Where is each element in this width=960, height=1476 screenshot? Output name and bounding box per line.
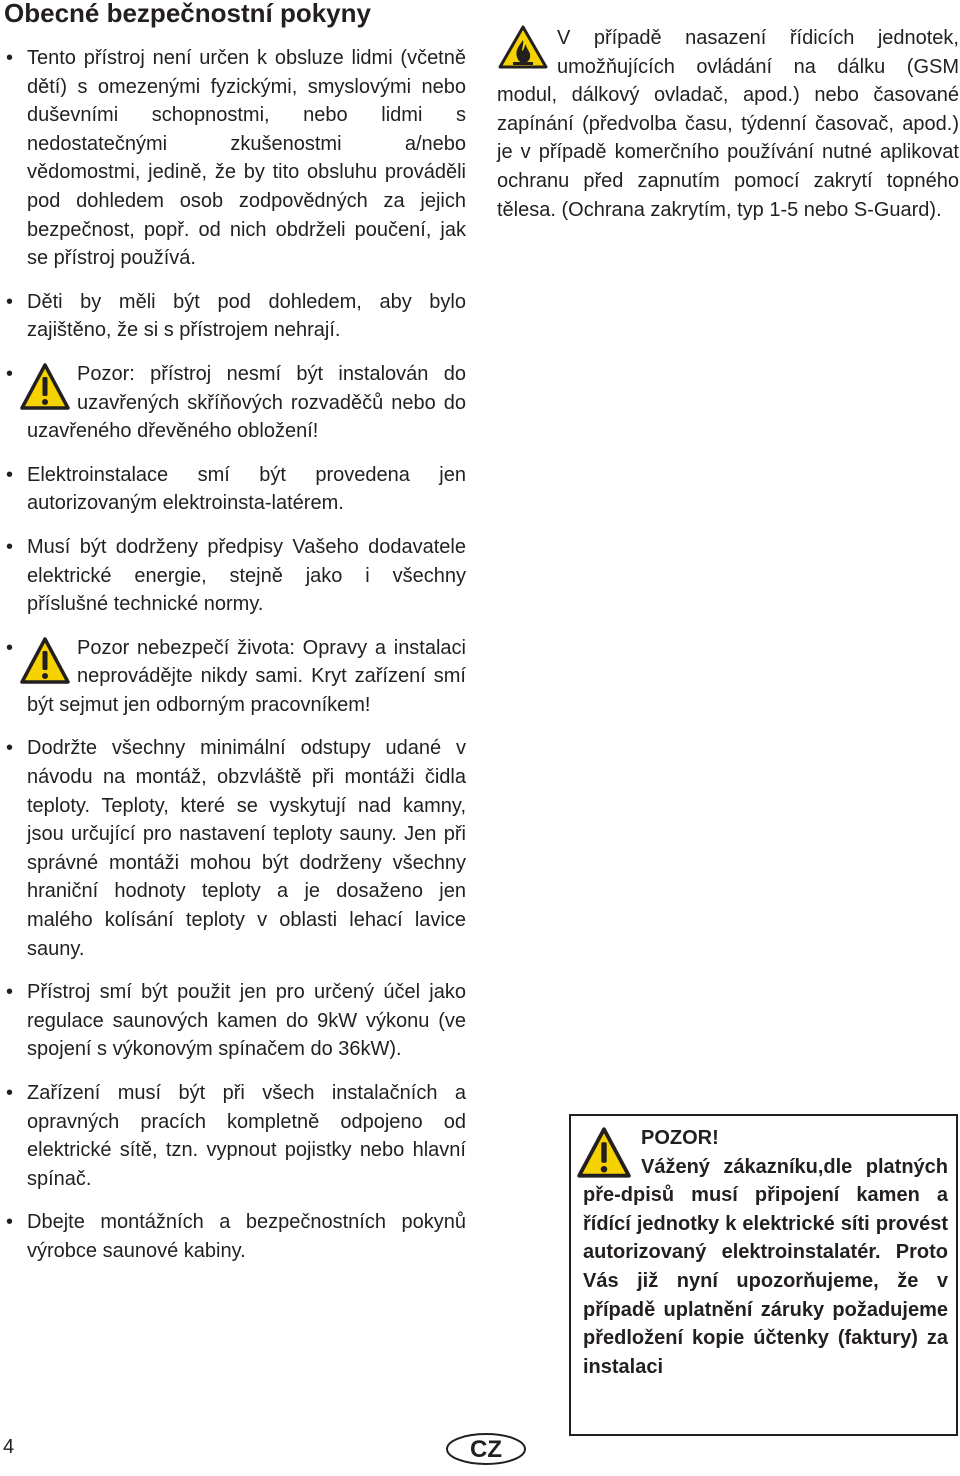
list-item-text: Děti by měli být pod dohledem, aby bylo zajištěno, že si s přístrojem nehrají. [27, 290, 466, 342]
bullet-marker: • [6, 535, 14, 558]
warning-triangle-icon [575, 1126, 633, 1180]
bullet-marker: • [6, 463, 14, 486]
list-item-text: Zařízení musí být při všech instalačních a opravných pracích kompletně odpojeno od elektrické sítě, tzn. vypnout pojistky nebo hlavní spínač. [27, 1082, 466, 1190]
warning-triangle-icon [19, 636, 71, 686]
list-item [6, 44, 466, 273]
notice-text: Vážený zákazníku,dle platných pře-dpisů musí připojení kamen a řídící jednotky k elektrické síti provést autorizovaný elektroinstalatér. Proto Vás již nyní upozorňujeme, že v případě uplatnění záruky požadujeme předložení kopie účtenky (faktury) za instalaci [583, 1155, 948, 1378]
fire-hazard-icon [497, 24, 549, 70]
bullet-marker: • [6, 47, 14, 69]
remote-control-note-text: V případě nasazení řídicích jednotek, umožňujících ovládání na dálku (GSM modul, dálkový ovladač, apod.) nebo časované zapínání (předvolba času, týdenní časovač, apod.) je v případě komerčního používání nutné aplikovat ochranu před zapnutím pomocí zakrytí topného tělesa. (Ochrana zakrytím, typ 1-5 nebo S-Guard). [497, 27, 959, 221]
list-item-text: Dbejte montážních a bezpečnostních pokynů výrobce saunové kabiny. [27, 1211, 466, 1262]
list-item-text: Musí být dodrženy předpisy Vašeho dodavatele elektrické energie, stejně jako i všechny příslušné technické normy. [27, 535, 466, 616]
notice-title: POZOR! [641, 1127, 719, 1149]
bullet-marker: • [6, 1211, 14, 1234]
list-item-text: Dodržte všechny minimální odstupy udané v návodu na montáž, obzvláště při montáži čidla teploty. Teploty, které se vyskytují nad kamny, jsou určující pro nastavení teploty sauny. Jen při správné montáži mohou být dodrženy všechny hraniční hodnoty teploty a je dosaženo jen malého kolísání teploty v oblasti lehací lavice sauny. [27, 737, 466, 960]
list-item-text: Tento přístroj není určen k obsluze lidmi (včetně dětí) s omezenými fyzickými, smyslovými nebo duševními schopnostmi, nebo lidmi s nedostatečnými zkušenostmi a/nebo vědomostmi, jedině, že by tito obsluhu prováděli pod dohledem osob zodpovědných za jejich bezpečnost, popř. od nich obdrželi poučení, jak se přístroj používá. [27, 47, 466, 270]
notice-box [569, 1114, 958, 1436]
list-item [6, 1079, 466, 1193]
list-item [6, 360, 466, 446]
bullet-marker: • [6, 290, 14, 313]
list-item [6, 978, 466, 1064]
bullet-marker: • [6, 1082, 14, 1104]
language-badge [445, 1431, 527, 1467]
remote-control-note [497, 24, 959, 224]
bullet-marker: • [6, 362, 14, 385]
list-item [6, 288, 466, 345]
safety-instructions-list [6, 44, 466, 1281]
list-item-text: Přístroj smí být použit jen pro určený účel jako regulace saunových kamen do 9kW výkonu (ve spojení s výkonovým spínačem do 36kW). [27, 981, 466, 1061]
list-item-text: Pozor nebezpečí života: Opravy a instalaci neprovádějte nikdy sami. Kryt zařízení smí být sejmut jen odborným pracovníkem! [27, 636, 466, 716]
list-item [6, 461, 466, 518]
page-number: 4 [3, 1436, 15, 1458]
page-title: Obecné bezpečnostní pokyny [4, 0, 371, 28]
list-item-text: Pozor: přístroj nesmí být instalován do uzavřených skříňových rozvaděčů nebo do uzavřeného dřevěného obložení! [27, 362, 466, 443]
bullet-marker: • [6, 981, 14, 1004]
list-item [6, 1208, 466, 1265]
list-item [6, 634, 466, 720]
list-item [6, 533, 466, 619]
list-item-text: Elektroinstalace smí být provedena jen autorizovaným elektroinsta-latérem. [27, 463, 466, 515]
list-item [6, 734, 466, 963]
language-code: CZ [470, 1436, 502, 1463]
warning-triangle-icon [19, 362, 71, 412]
bullet-marker: • [6, 636, 14, 659]
bullet-marker: • [6, 737, 14, 760]
